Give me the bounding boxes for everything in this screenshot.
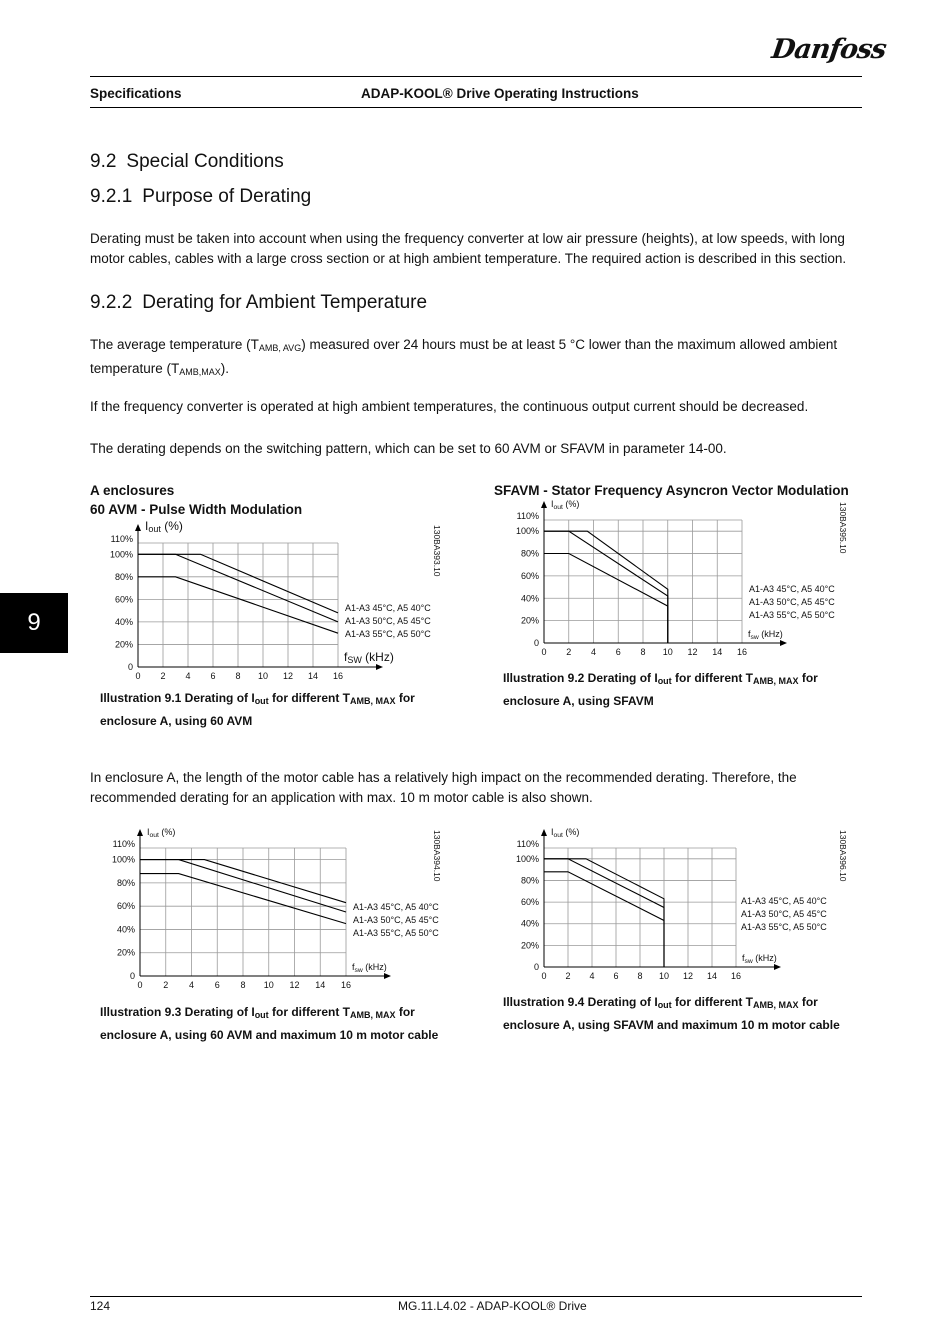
caption-illustration-9-4: Illustration 9.4 Derating of $I_{out}$ for different $T_{AMB, MAX}$ for enclosure A, using SFAVM and maximum 10 m motor cable: [503, 995, 840, 1032]
x-axis-label: $f_{sw}$ (kHz): [748, 629, 783, 641]
y-axis-label: $I_{out}$ (%): [551, 500, 580, 511]
paragraph-average-temperature: The average temperature $(T_{AMB, AVG})$ measured over 24 hours must be at least 5 °C lower than the maximum allowed ambient temperature $(T_{AMB,MAX})$.: [90, 337, 838, 377]
y-axis-label: $I_{out}$ (%): [551, 828, 580, 839]
series-line: [544, 872, 664, 967]
x-tick-label: 6: [214, 980, 220, 990]
x-axis-label: $f_{sw}$ (kHz): [742, 953, 777, 965]
y-axis-arrow-icon: [541, 501, 547, 508]
header-top-rule: [90, 76, 862, 77]
heading-9-2-2: 9.2.2 Derating for Ambient Temperature: [90, 292, 428, 313]
y-tick-label: 20%: [520, 615, 539, 626]
figure-code: 130BA393.10: [432, 525, 442, 577]
x-tick-label: 10: [662, 647, 673, 657]
y-tick-label: 0: [129, 971, 135, 981]
x-tick-label: 8: [637, 971, 643, 981]
x-tick-label: 2: [566, 647, 572, 657]
x-tick-label: 4: [589, 971, 595, 981]
x-tick-label: 10: [658, 971, 670, 981]
figure-heading-60avm: 60 AVM - Pulse Width Modulation: [90, 502, 303, 517]
series-line: [544, 859, 664, 967]
caption-illustration-9-3: Illustration 9.3 Derating of $I_{out}$ for different $T_{AMB, MAX}$ for enclosure A, using 60 AVM and maximum 10 m motor cable: [100, 1005, 439, 1042]
y-tick-label: 110%: [110, 534, 133, 544]
derating-chart-sfavm-10m: [494, 828, 854, 992]
y-tick-label: 20%: [116, 947, 135, 958]
figure-code: 130BA394.10: [432, 830, 442, 882]
y-tick-label: 0: [533, 962, 539, 972]
y-axis-arrow-icon: [137, 829, 143, 836]
x-tick-label: 6: [613, 971, 619, 981]
y-tick-label: 110%: [516, 839, 539, 849]
x-tick-label: 0: [541, 647, 547, 657]
header-document-title: ADAP-KOOL® Drive Operating Instructions: [361, 86, 639, 101]
figure-code: 130BA396.10: [838, 830, 848, 882]
paragraph-high-ambient: If the frequency converter is operated at high ambient temperatures, the continuous output current should be decreased.: [90, 399, 809, 414]
header-section-label: Specifications: [90, 86, 182, 101]
caption-illustration-9-2: Illustration 9.2 Derating of $I_{out}$ for different $T_{AMB, MAX}$ for enclosure A, using SFAVM: [503, 671, 818, 708]
x-tick-label: 12: [282, 671, 294, 681]
x-tick-label: 2: [565, 971, 571, 981]
caption-illustration-9-1: Illustration 9.1 Derating of $I_{out}$ for different $T_{AMB, MAX}$ for enclosure A, using 60 AVM: [100, 691, 415, 728]
x-tick-label: 16: [340, 980, 352, 990]
x-tick-label: 10: [263, 980, 274, 990]
paragraph-motor-cable: In enclosure A, the length of the motor cable has a relatively high impact on the recommended derating. Therefore, the recommended derating for an application with max. 10 m motor cable is also shown.: [90, 770, 797, 805]
x-tick-label: 14: [307, 671, 319, 681]
y-tick-label: 80%: [114, 571, 133, 582]
y-tick-label: 110%: [516, 511, 539, 521]
x-tick-label: 14: [712, 647, 723, 657]
heading-9-2: 9.2 Special Conditions: [90, 151, 284, 172]
series-label: A1-A3 50°C, A5 45°C: [353, 915, 439, 925]
figure-code: 130BA395.10: [838, 502, 848, 554]
y-tick-label: 60%: [520, 897, 539, 908]
x-axis-arrow-icon: [376, 664, 383, 670]
chapter-tab: 9: [0, 593, 68, 653]
x-tick-label: 16: [332, 671, 344, 681]
series-label: A1-A3 55°C, A5 50°C: [741, 922, 827, 932]
y-tick-label: 0: [127, 662, 133, 672]
x-tick-label: 14: [706, 971, 718, 981]
danfoss-logo: Danfoss: [769, 34, 888, 65]
y-tick-label: 80%: [520, 548, 539, 559]
y-tick-label: 40%: [520, 593, 539, 604]
series-label: A1-A3 45°C, A5 40°C: [353, 902, 439, 912]
page-number: 124: [90, 1299, 111, 1313]
y-tick-label: 100%: [109, 549, 133, 560]
x-tick-label: 2: [163, 980, 169, 990]
y-axis-arrow-icon: [135, 524, 141, 531]
y-tick-label: 40%: [116, 924, 135, 935]
x-axis-arrow-icon: [780, 640, 787, 646]
y-axis-arrow-icon: [541, 829, 547, 836]
x-tick-label: 8: [240, 980, 246, 990]
y-tick-label: 60%: [116, 901, 135, 912]
x-tick-label: 12: [289, 980, 300, 990]
y-tick-label: 100%: [111, 854, 135, 865]
x-axis-arrow-icon: [384, 973, 391, 979]
derating-chart-60avm: [90, 515, 490, 687]
x-tick-label: 0: [135, 671, 141, 681]
y-tick-label: 100%: [515, 853, 539, 864]
y-tick-label: 60%: [520, 570, 539, 581]
y-axis-label: $I_{out}$ (%): [147, 828, 176, 839]
series-label: A1-A3 45°C, A5 40°C: [749, 584, 835, 594]
series-label: A1-A3 55°C, A5 50°C: [749, 610, 835, 620]
x-tick-label: 16: [736, 647, 748, 657]
figure-heading-enclosures: A enclosures: [90, 483, 175, 498]
series-label: A1-A3 55°C, A5 50°C: [353, 928, 439, 938]
x-tick-label: 2: [160, 671, 166, 681]
footer-document-id: MG.11.L4.02 - ADAP-KOOL® Drive: [398, 1299, 587, 1313]
x-tick-label: 10: [257, 671, 269, 681]
paragraph-switching-pattern: The derating depends on the switching pattern, which can be set to 60 AVM or SFAVM in parameter 14-00.: [90, 441, 727, 456]
x-axis-label: $f_{sw}$ (kHz): [352, 962, 387, 974]
y-axis-label: Iout (%): [145, 519, 183, 534]
y-tick-label: 80%: [520, 875, 539, 886]
derating-chart-sfavm: [494, 500, 854, 668]
y-tick-label: 0: [533, 638, 539, 648]
x-tick-label: 12: [687, 647, 698, 657]
y-tick-label: 20%: [520, 940, 539, 951]
x-tick-label: 6: [210, 671, 216, 681]
x-tick-label: 6: [615, 647, 621, 657]
series-label: A1-A3 50°C, A5 45°C: [749, 597, 835, 607]
x-tick-label: 16: [730, 971, 742, 981]
y-tick-label: 80%: [116, 877, 135, 888]
x-tick-label: 4: [185, 671, 191, 681]
derating-chart-60avm-10m: [90, 828, 490, 1000]
x-axis-arrow-icon: [774, 964, 781, 970]
x-tick-label: 0: [541, 971, 547, 981]
heading-9-2-1: 9.2.1 Purpose of Derating: [90, 186, 312, 207]
series-line: [544, 531, 668, 643]
series-label: A1-A3 45°C, A5 40°C: [741, 896, 827, 906]
header-bottom-rule: [90, 107, 862, 108]
x-tick-label: 4: [188, 980, 195, 990]
footer-rule: [90, 1296, 862, 1297]
x-tick-label: 8: [235, 671, 241, 681]
series-label: A1-A3 50°C, A5 45°C: [741, 909, 827, 919]
figure-heading-sfavm: SFAVM - Stator Frequency Asyncron Vector Modulation: [494, 483, 849, 498]
series-line: [544, 859, 664, 967]
x-axis-label: fSW (kHz): [344, 650, 394, 665]
y-tick-label: 40%: [520, 918, 539, 929]
series-line: [544, 531, 668, 643]
y-tick-label: 60%: [114, 594, 133, 605]
x-tick-label: 0: [137, 980, 143, 990]
y-tick-label: 40%: [114, 616, 133, 627]
x-tick-label: 12: [682, 971, 694, 981]
series-label: A1-A3 45°C, A5 40°C: [345, 603, 431, 613]
y-tick-label: 100%: [515, 526, 539, 537]
x-tick-label: 14: [315, 980, 326, 990]
y-tick-label: 20%: [114, 639, 133, 650]
series-label: A1-A3 55°C, A5 50°C: [345, 629, 431, 639]
series-label: A1-A3 50°C, A5 45°C: [345, 616, 431, 626]
x-tick-label: 8: [640, 647, 646, 657]
x-tick-label: 4: [590, 647, 597, 657]
paragraph-purpose: Derating must be taken into account when using the frequency converter at low air pressure (heights), at low speeds, with long motor cables, cables with a large cross section or at high ambient temperature. The required action is described in this section.: [90, 231, 847, 266]
y-tick-label: 110%: [112, 839, 135, 849]
